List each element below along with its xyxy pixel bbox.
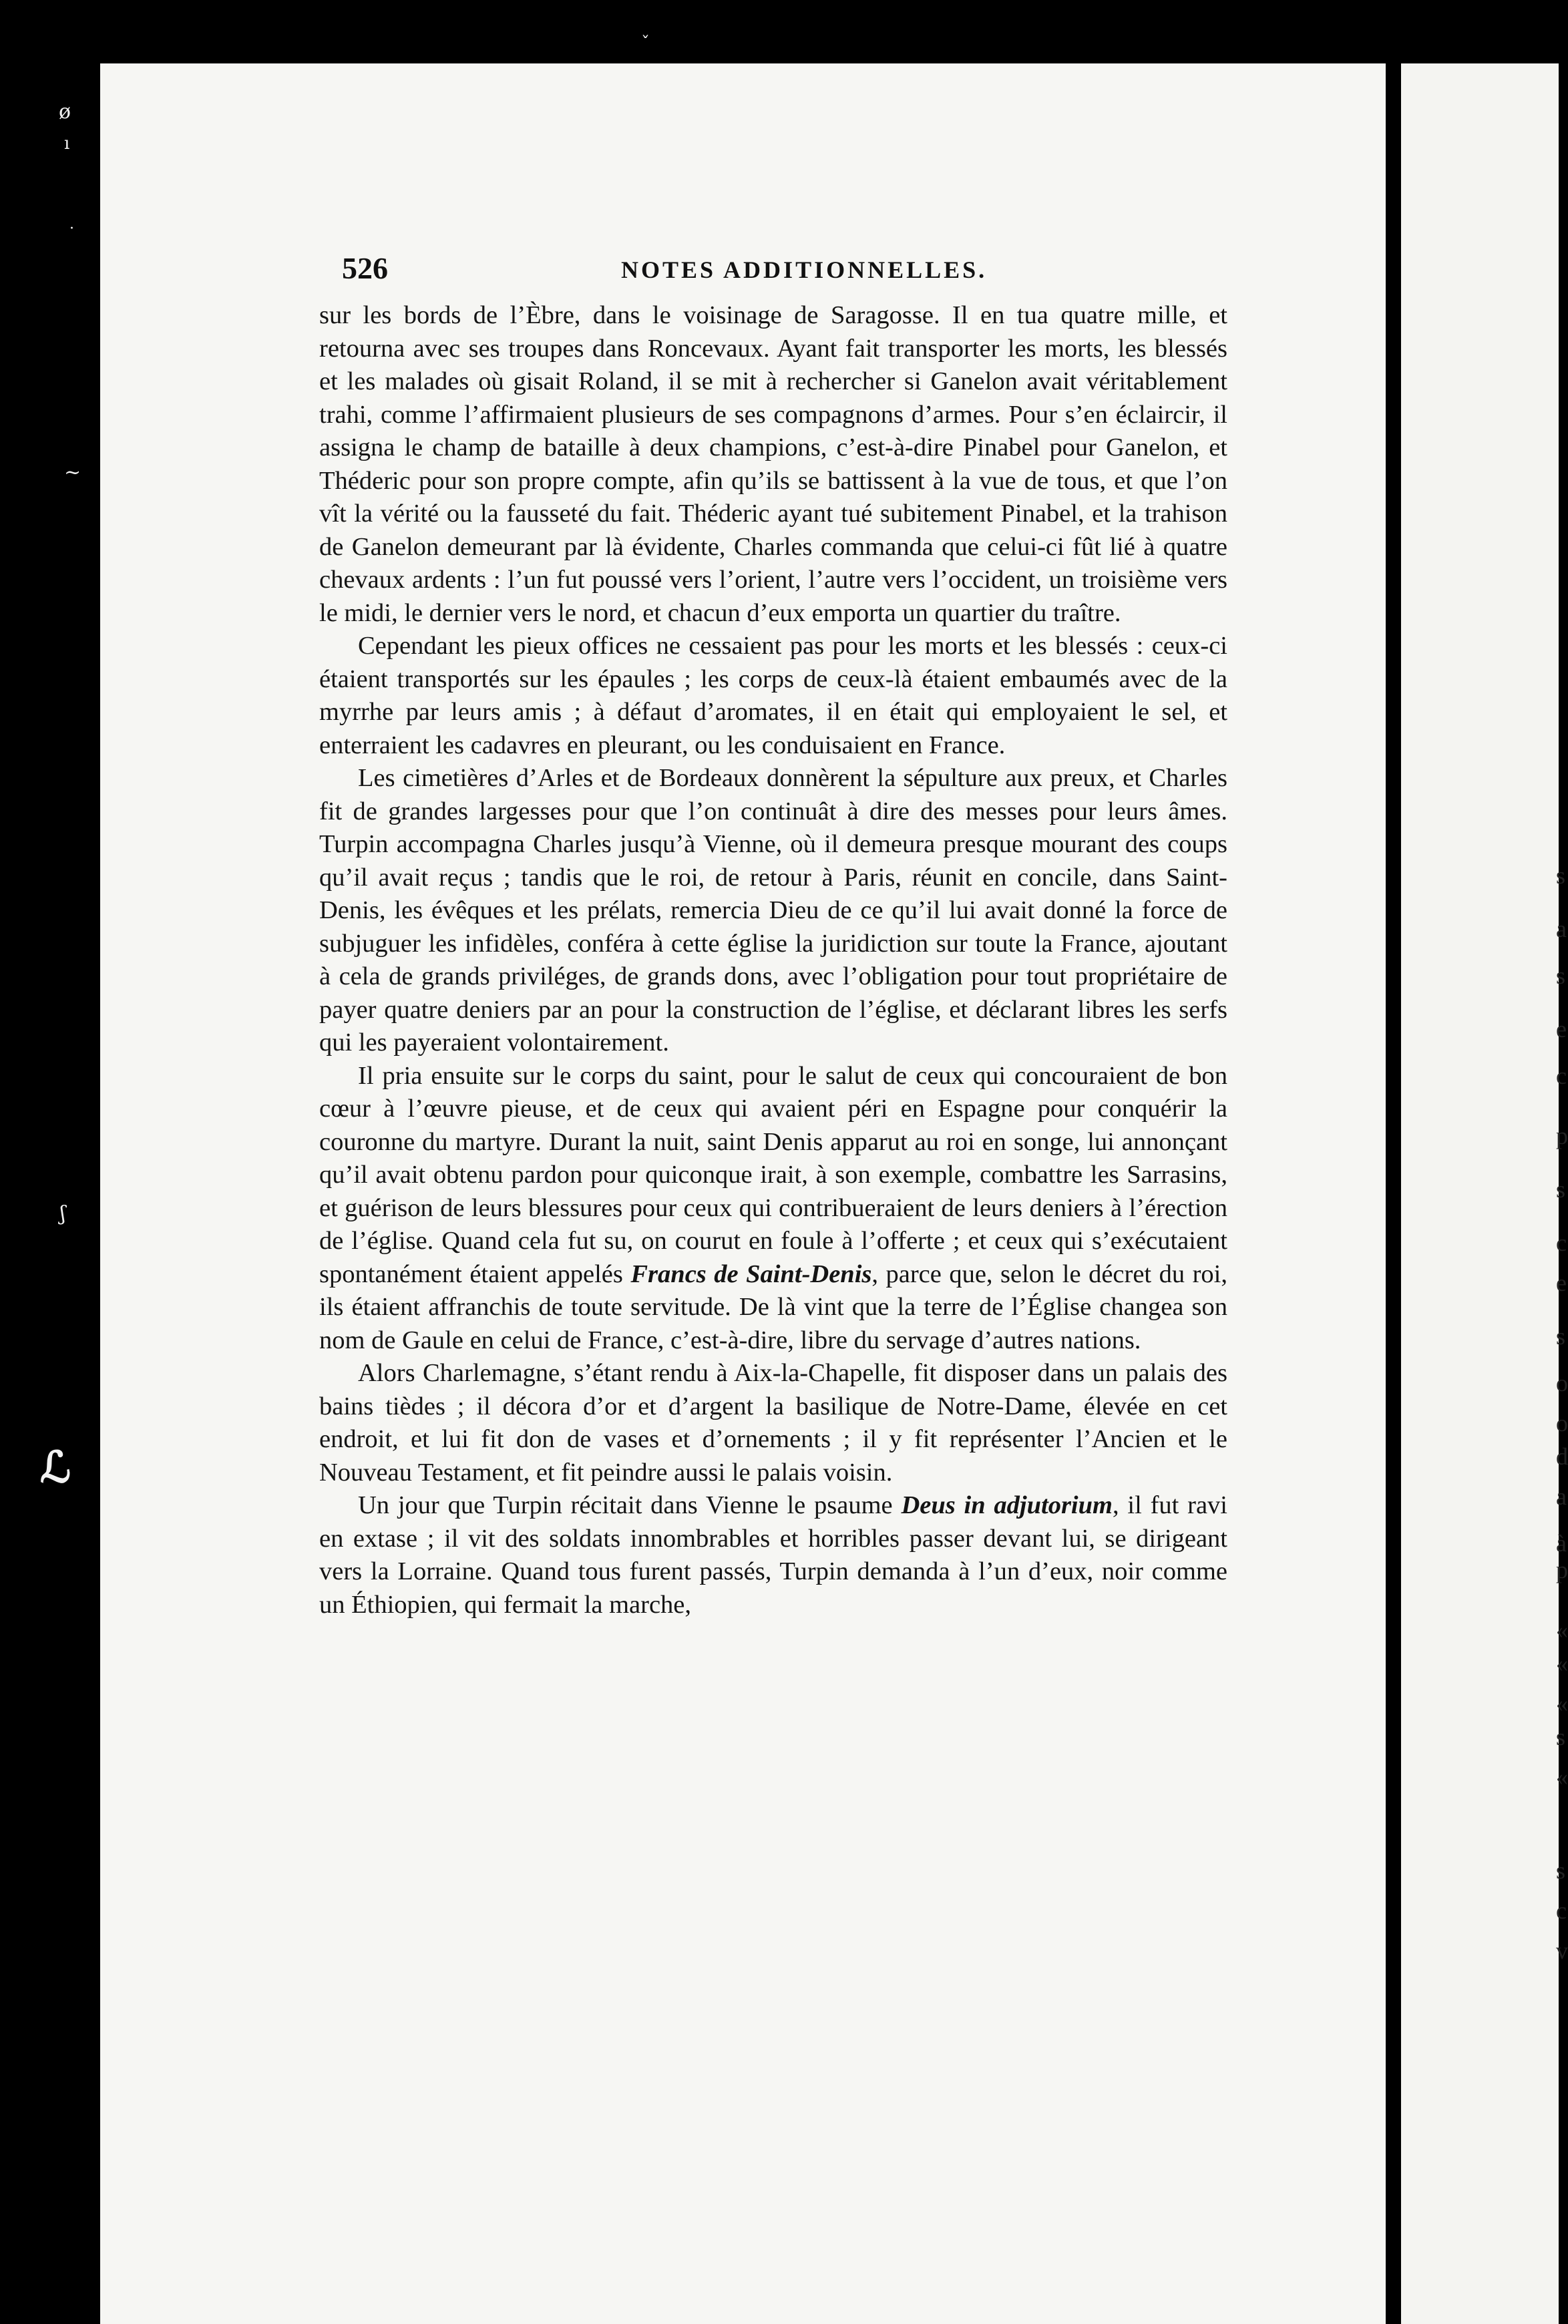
- facing-page-fragment: s: [1556, 1323, 1566, 1350]
- facing-page-fragment: à: [1556, 1530, 1567, 1557]
- margin-speck: ℒ: [40, 1442, 71, 1493]
- facing-page-fragment: v: [1556, 1937, 1568, 1964]
- facing-page-fragment: c: [1556, 1229, 1567, 1256]
- margin-speck: ˇ: [641, 33, 650, 53]
- facing-page-fragment: e: [1556, 1270, 1567, 1296]
- text-run: , parce que, selon le décret du roi, ils étaient affranchis de toute servitude. De là vint que la terre de l’Église changea son nom de Gaule en celui de France, c’est-à-dire, libre du servage d’autres nations.: [319, 1260, 1227, 1354]
- facing-page-fragment: e: [1556, 1016, 1567, 1042]
- italic-phrase: Deus in adjutorium: [901, 1491, 1113, 1519]
- facing-page-fragment: «: [1556, 1690, 1568, 1717]
- paragraph: [319, 762, 1227, 1060]
- running-head: [334, 250, 1269, 290]
- margin-speck: ı: [64, 134, 70, 154]
- body-text: [319, 299, 1227, 1621]
- facing-page-fragment: s: [1556, 1857, 1566, 1884]
- running-head-title: NOTES ADDITIONNELLES.: [621, 256, 988, 283]
- facing-page-edge: [1401, 63, 1568, 2324]
- facing-page-fragment: s: [1556, 862, 1566, 889]
- text-run: , il fut ravi en extase ; il vit des soldats innombrables et horribles passer devant lui, se dirigeant vers la Lorraine. Quand tous furent passés, Turpin demanda à l’un d’eux, noir comme un Éthiopien, qui fermait la marche,: [319, 1491, 1227, 1619]
- text-run: Il pria ensuite sur le corps du saint, pour le salut de ceux qui concouraient de bon cœur à l’œuvre pieuse, et de ceux qui avaient péri en Espagne pour conquérir la couronne du martyre. Durant la nuit, saint Denis apparut au roi en songe, lui annonçant qu’il avait obtenu pardon pour quiconque irait, à son exemple, combattre les Sarrasins, et guérison de leurs blessures pour ceux qui contribueraient de leurs deniers à l’érection de l’église. Quand cela fut su, on courut en foule à l’offerte ; et ceux qui s’exécutaient spontanément étaient appelés: [319, 1061, 1227, 1288]
- facing-page-fragment: p: [1556, 1557, 1568, 1583]
- margin-speck: ·: [69, 220, 74, 237]
- margin-speck: ø: [59, 100, 71, 124]
- page-number: 526: [342, 251, 388, 285]
- facing-page-fragment: p: [1556, 1123, 1568, 1149]
- facing-page-fragment: s: [1556, 1724, 1566, 1750]
- facing-page-fragment: c: [1556, 1897, 1567, 1924]
- margin-speck: ʃ: [60, 1202, 66, 1225]
- text-run: Alors Charlemagne, s’étant rendu à Aix-la-Chapelle, fit disposer dans un palais des bains tièdes ; il décora d’or et d’argent la basilique de Notre-Dame, élevée en cet endroit, et lui fit don de vases et d’ornements ; il y fit représenter l’Ancien et le Nouveau Testament, et fit peindre aussi le palais voisin.: [319, 1359, 1227, 1487]
- text-run: sur les bords de l’Èbre, dans le voisinage de Saragosse. Il en tua quatre mille, et retourna avec ses troupes dans Roncevaux. Ayant fait transporter les morts, les blessés et les malades où gisait Roland, il se mit à rechercher si Ganelon avait véritablement trahi, comme l’affirmaient plusieurs de ses compagnons d’armes. Pour s’en éclaircir, il assigna le champ de bataille à deux champions, c’est-à-dire Pinabel pour Ganelon, et Théderic pour son propre compte, afin qu’ils se battissent à la vue de tous, et que l’on vît la vérité ou la fausseté du fait. Théderic ayant tué subitement Pinabel, et la trahison de Ganelon demeurant par là évidente, Charles commanda que celui-ci fût lié à quatre chevaux ardents : l’un fut poussé vers l’orient, l’autre vers l’occident, un troisième vers le midi, le dernier vers le nord, et chacun d’eux emporta un quartier du traître.: [319, 301, 1227, 627]
- facing-page-fragment: o: [1556, 1410, 1568, 1436]
- paragraph: [319, 299, 1227, 630]
- paragraph: [319, 1060, 1227, 1358]
- paragraph: [319, 1489, 1227, 1621]
- text-run: Un jour que Turpin récitait dans Vienne le psaume: [358, 1491, 902, 1519]
- paragraph: [319, 1357, 1227, 1489]
- facing-page-fragment: «: [1556, 1650, 1568, 1677]
- text-run: Cependant les pieux offices ne cessaient pas pour les morts et les blessés : ceux-ci étaient transportés sur les épaules ; les corps de ceux-là étaient embaumés avec de la myrrhe par leurs amis ; à défaut d’aromates, il en était qui employaient le sel, et enterraient les cadavres en pleurant, ou les conduisaient en France.: [319, 632, 1227, 759]
- facing-page-fragment: s: [1556, 962, 1566, 989]
- facing-page-fragment: c: [1556, 1062, 1567, 1089]
- margin-speck: ~: [64, 461, 81, 484]
- text-run: Les cimetières d’Arles et de Bordeaux donnèrent la sépulture aux preux, et Charles fit de grandes largesses pour que l’on continuât à dire des messes pour leurs âmes. Turpin accompagna Charles jusqu’à Vienne, où il demeura presque mourant des coups qu’il avait reçus ; tandis que le roi, de retour à Paris, réunit en concile, dans Saint-Denis, les évêques et les prélats, remercia Dieu de ce qu’il lui avait donné la force de subjuguer les infidèles, conféra à cette église la juridiction sur toute la France, ajoutant à cela de grands priviléges, de grands dons, avec l’obligation pour tout propriétaire de payer quatre deniers par an pour la construction de l’église, et déclarant libres les serfs qui les payeraient volontairement.: [319, 764, 1227, 1056]
- facing-page-fragment: «: [1556, 1617, 1568, 1643]
- facing-page-fragment: s: [1556, 1176, 1566, 1203]
- facing-page-fragment: a: [1556, 916, 1567, 942]
- italic-phrase: Francs de Saint-Denis: [630, 1260, 872, 1288]
- facing-page-fragment: d: [1556, 1443, 1568, 1470]
- facing-page-fragment: o: [1556, 1370, 1568, 1396]
- paragraph: [319, 630, 1227, 762]
- facing-page-fragment: «: [1556, 1764, 1568, 1790]
- facing-page-fragment: a: [1556, 1483, 1567, 1510]
